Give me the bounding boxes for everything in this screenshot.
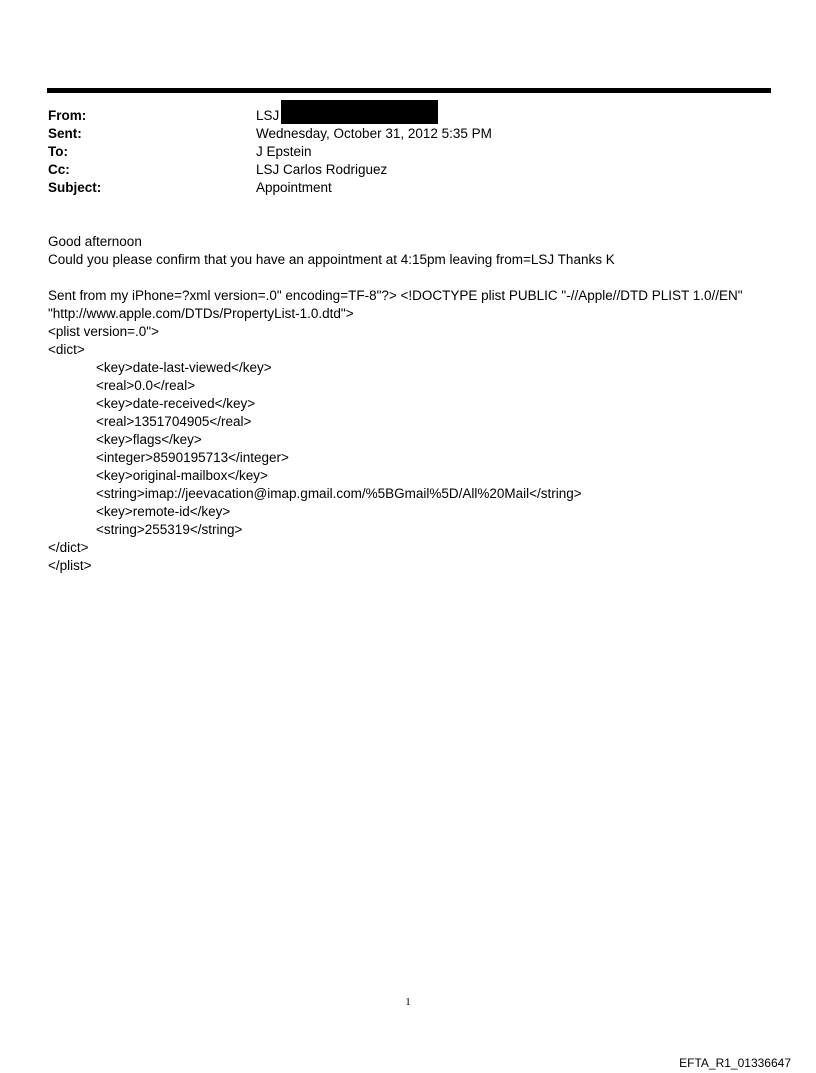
subject-value: Appointment: [256, 180, 332, 195]
dict-open: <dict>: [48, 342, 85, 357]
redaction-box: [281, 100, 438, 124]
page-number: 1: [405, 996, 411, 1008]
dtd-line: "http://www.apple.com/DTDs/PropertyList-1.0.dtd">: [48, 306, 354, 321]
cc-label: Cc:: [48, 162, 70, 177]
dict-close: </dict>: [48, 540, 89, 555]
plist-line: <integer>8590195713</integer>: [96, 450, 289, 465]
cc-value: LSJ Carlos Rodriguez: [256, 162, 388, 177]
plist-line: <key>date-received</key>: [96, 396, 256, 411]
from-row: [48, 107, 492, 125]
subject-row: [48, 179, 492, 197]
plist-line: <key>date-last-viewed</key>: [96, 360, 272, 375]
plist-line: <key>original-mailbox</key>: [96, 468, 268, 483]
plist-line: <string>255319</string>: [96, 522, 243, 537]
from-value-text: LSJ: [256, 108, 280, 123]
email-body: [48, 233, 778, 575]
sent-value: Wednesday, October 31, 2012 5:35 PM: [256, 126, 492, 141]
document-id: EFTA_R1_01336647: [679, 1056, 791, 1070]
cc-row: [48, 161, 492, 179]
plist-open: <plist version=.0">: [48, 324, 159, 339]
to-label: To:: [48, 144, 68, 159]
message: Could you please confirm that you have an appointment at 4:15pm leaving from=LSJ Thanks K: [48, 252, 615, 267]
sent-row: [48, 125, 492, 143]
email-header: [48, 107, 492, 197]
from-label: From:: [48, 108, 87, 123]
plist-line: <key>flags</key>: [96, 432, 202, 447]
header-rule: [47, 88, 771, 93]
plist-line: <key>remote-id</key>: [96, 504, 231, 519]
subject-label: Subject:: [48, 180, 102, 195]
plist-close: </plist>: [48, 558, 92, 573]
spacer: [48, 269, 778, 287]
plist-line: <real>1351704905</real>: [96, 414, 252, 429]
to-row: [48, 143, 492, 161]
plist-line: <string>imap://jeevacation@imap.gmail.com/%5BGmail%5D/All%20Mail</string>: [96, 486, 582, 501]
from-value: [256, 107, 438, 125]
sent-from-line: Sent from my iPhone=?xml version=.0" encoding=TF-8"?> <!DOCTYPE plist PUBLIC "-//Apple//DTD PLIST 1.0//EN": [48, 288, 743, 303]
plist-line: <real>0.0</real>: [96, 378, 196, 393]
to-value: J Epstein: [256, 144, 312, 159]
sent-label: Sent:: [48, 126, 82, 141]
greeting: Good afternoon: [48, 234, 142, 249]
